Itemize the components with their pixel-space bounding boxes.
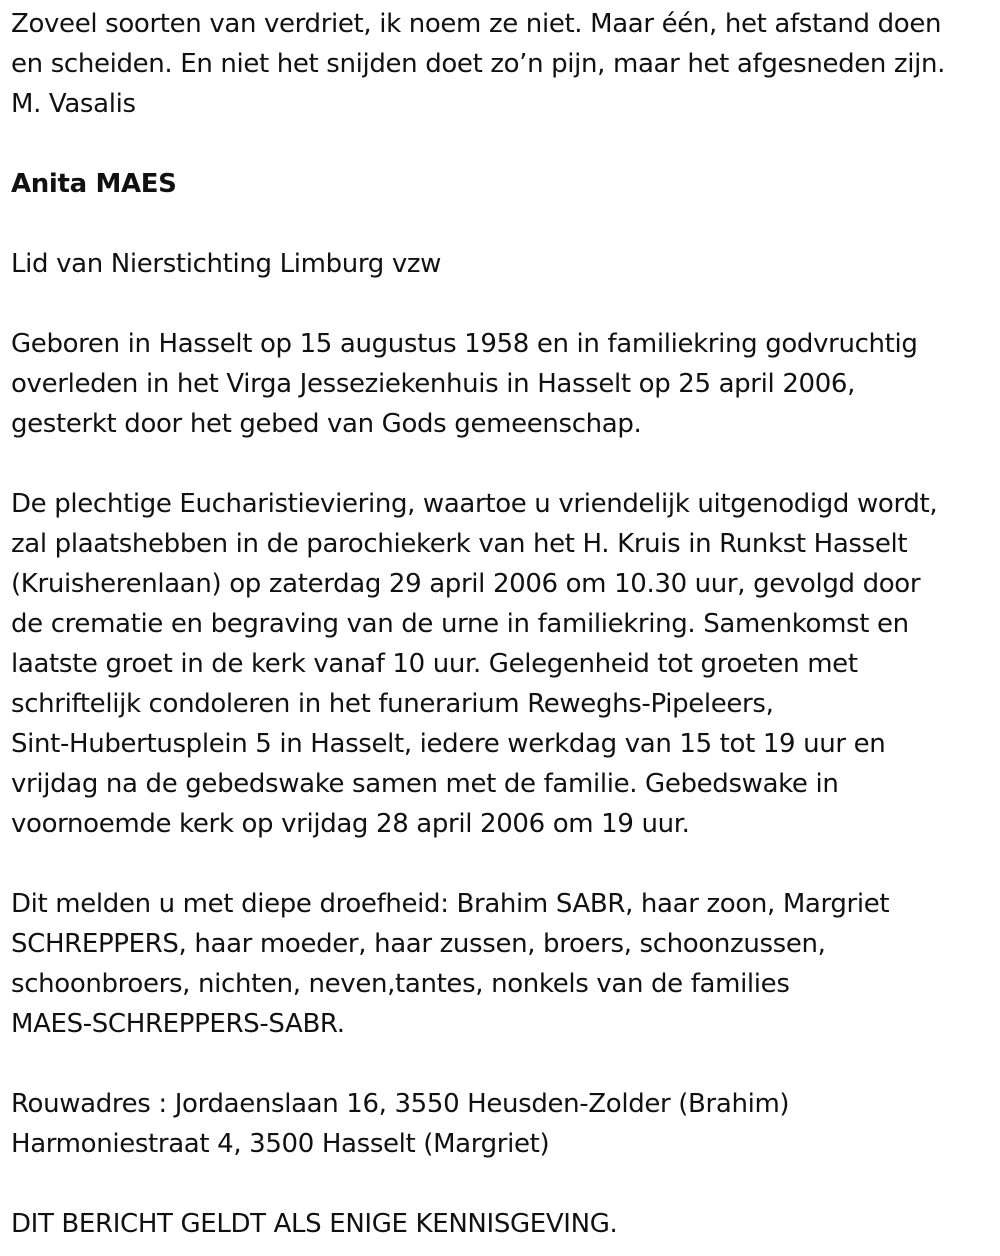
family-paragraph [11,884,996,1044]
paragraph-line: De plechtige Eucharistieviering, waartoe u vriendelijk uitgenodigd wordt, [11,489,938,519]
address-line: Harmoniestraat 4, 3500 Hasselt (Margriet) [11,1129,550,1159]
quote-author: M. Vasalis [11,89,136,119]
paragraph-line: schriftelijk condoleren in het funerarium Reweghs-Pipeleers, [11,689,774,719]
paragraph-line: gesterkt door het gebed van Gods gemeenschap. [11,409,642,439]
paragraph-line: overleden in het Virga Jesseziekenhuis in Hasselt op 25 april 2006, [11,369,855,399]
paragraph-line: Dit melden u met diepe droefheid: Brahim SABR, haar zoon, Margriet [11,889,890,919]
paragraph-line: voornoemde kerk op vrijdag 28 april 2006 om 19 uur. [11,809,690,839]
membership: Lid van Nierstichting Limburg vzw [11,249,442,279]
ceremony-paragraph [11,484,996,844]
deceased-name: Anita MAES [11,169,177,199]
address-block [11,1084,996,1164]
quote-line: en scheiden. En niet het snijden doet zo’n pijn, maar het afgesneden zijn. [11,49,946,79]
quote-line: Zoveel soorten van verdriet, ik noem ze niet. Maar één, het afstand doen [11,9,942,39]
paragraph-line: de crematie en begraving van de urne in familiekring. Samenkomst en [11,609,909,639]
paragraph-line: laatste groet in de kerk vanaf 10 uur. Gelegenheid tot groeten met [11,649,858,679]
notice-text: DIT BERICHT GELDT ALS ENIGE KENNISGEVING. [11,1209,618,1239]
paragraph-line: MAES-SCHREPPERS-SABR. [11,1009,345,1039]
birth-death-paragraph [11,324,996,444]
paragraph-line: schoonbroers, nichten, neven,tantes, nonkels van de families [11,969,790,999]
quote-block [11,4,996,124]
address-line: Rouwadres : Jordaenslaan 16, 3550 Heusden-Zolder (Brahim) [11,1089,790,1119]
paragraph-line: SCHREPPERS, haar moeder, haar zussen, broers, schoonzussen, [11,929,826,959]
paragraph-line: (Kruisherenlaan) op zaterdag 29 april 2006 om 10.30 uur, gevolgd door [11,569,921,599]
paragraph-line: Sint-Hubertusplein 5 in Hasselt, iedere werkdag van 15 tot 19 uur en [11,729,886,759]
paragraph-line: zal plaatshebben in de parochiekerk van het H. Kruis in Runkst Hasselt [11,529,908,559]
paragraph-line: Geboren in Hasselt op 15 augustus 1958 en in familiekring godvruchtig [11,329,918,359]
paragraph-line: vrijdag na de gebedswake samen met de familie. Gebedswake in [11,769,839,799]
